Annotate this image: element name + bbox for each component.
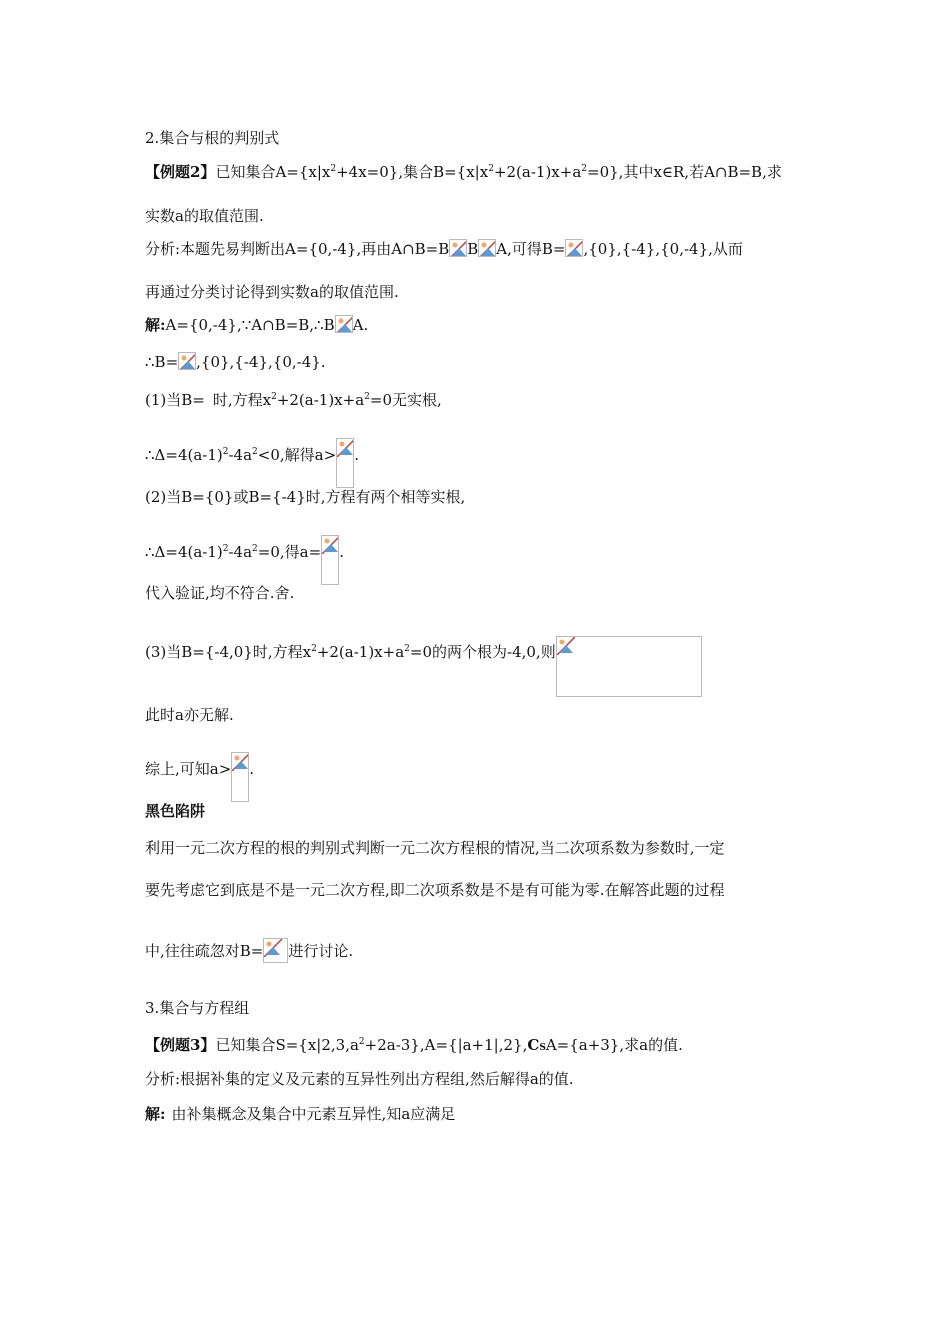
superscript: 2 — [222, 447, 229, 457]
example-2-statement — [145, 162, 782, 182]
example-2-statement-cont: 实数a的取值范围. — [145, 207, 264, 225]
case-2-verify: 代入验证,均不符合.舍. — [145, 584, 295, 602]
broken-image-icon — [263, 938, 288, 963]
trap-text-3 — [145, 938, 353, 963]
text: ∴Δ=4(a-1) — [145, 446, 223, 464]
case-3 — [145, 636, 702, 697]
text: . — [339, 543, 344, 561]
case-1-result — [145, 438, 359, 488]
text: A,可得B= — [496, 240, 566, 258]
trap-text-2: 要先考虑它到底是不是一元二次方程,即二次项系数是不是有可能为零.在解答此题的过程 — [145, 881, 725, 899]
superscript: 2 — [311, 644, 317, 654]
broken-image-icon — [336, 438, 354, 488]
text: =0的两个根为-4,0,则 — [409, 643, 556, 661]
trap-title: 黑色陷阱 — [145, 802, 206, 820]
case-2: (2)当B={0}或B={-4}时,方程有两个相等实根, — [145, 488, 466, 506]
section-3-title: 3.集合与方程组 — [145, 999, 250, 1017]
text: 已知集合S={x|2,3,a — [215, 1036, 359, 1054]
text: ∴B= — [145, 353, 179, 371]
superscript: 2 — [252, 544, 258, 554]
solution-tag: 解: — [145, 1105, 166, 1123]
missing-symbol-icon — [205, 394, 213, 408]
text: ,{0},{-4},{0,-4}. — [196, 353, 326, 371]
text: -4a — [228, 446, 253, 464]
example-2-tag: 【例题2】 — [145, 163, 216, 181]
solution-3 — [145, 1104, 455, 1124]
text: =0,得a= — [257, 543, 322, 561]
superscript: 2 — [581, 164, 588, 174]
text: 分析:本题先易判断出A={0,-4},再由A∩B=B — [145, 240, 450, 258]
complement-symbol: CS — [527, 1036, 546, 1054]
analysis-2 — [145, 239, 743, 259]
analysis-3: 分析:根据补集的定义及元素的互异性列出方程组,然后解得a的值. — [145, 1070, 574, 1088]
text: A={a+3},求a的值. — [545, 1036, 683, 1054]
text: (1)当B= — [145, 391, 205, 409]
summary-2 — [145, 752, 254, 802]
case-1 — [145, 390, 442, 410]
text: +2(a-1)x+a — [493, 163, 582, 181]
solution-tag: 解: — [145, 316, 166, 334]
superscript: 2 — [271, 392, 277, 402]
text: B — [467, 240, 479, 258]
superscript: 2 — [358, 1037, 365, 1047]
text: 时,方程x — [212, 391, 272, 409]
example-3-tag: 【例题3】 — [145, 1036, 216, 1054]
text: . — [249, 760, 255, 778]
superscript: 2 — [404, 644, 410, 654]
example-3-statement — [145, 1035, 683, 1058]
case-2-result — [145, 535, 344, 585]
text: A={0,-4},∵A∩B=B,∴B — [165, 316, 335, 334]
text: +2a-3},A={|a+1|,2}, — [364, 1036, 528, 1054]
text: 由补集概念及集合中元素互异性,知a应满足 — [171, 1105, 456, 1123]
superscript: 2 — [330, 164, 337, 174]
text: 进行讨论. — [288, 942, 354, 960]
broken-image-icon — [335, 315, 353, 333]
text: =0},其中x∈R,若A∩B=B,求 — [587, 163, 782, 181]
superscript: 2 — [488, 164, 494, 174]
text: 综上,可知a> — [145, 760, 232, 778]
broken-image-icon — [478, 239, 496, 257]
analysis-2-cont: 再通过分类讨论得到实数a的取值范围. — [145, 283, 399, 301]
text: +2(a-1)x+a — [316, 643, 405, 661]
text: <0,解得a> — [257, 446, 337, 464]
broken-image-icon — [178, 352, 196, 370]
solution-2 — [145, 315, 368, 335]
text: +2(a-1)x+a — [276, 391, 365, 409]
superscript: 2 — [222, 544, 229, 554]
superscript: 2 — [252, 447, 258, 457]
text: 中,往往疏忽对B= — [145, 942, 264, 960]
text: -4a — [228, 543, 253, 561]
broken-image-icon — [449, 239, 467, 257]
superscript: 2 — [364, 392, 370, 402]
broken-image-icon — [321, 535, 339, 585]
text: =0无实根, — [369, 391, 442, 409]
text: +4x=0},集合B={x|x — [336, 163, 489, 181]
text: (3)当B={-4,0}时,方程x — [145, 643, 312, 661]
broken-image-icon — [556, 636, 702, 697]
broken-image-icon — [565, 239, 583, 257]
trap-text-1: 利用一元二次方程的根的判别式判断一元二次方程根的情况,当二次项系数为参数时,一定 — [145, 839, 725, 857]
text: ∴Δ=4(a-1) — [145, 543, 223, 561]
section-2-title: 2.集合与根的判别式 — [145, 129, 280, 147]
case-3-end: 此时a亦无解. — [145, 706, 234, 724]
text: . — [354, 446, 359, 464]
solution-2-line — [145, 352, 326, 372]
text: 已知集合A={x|x — [215, 163, 331, 181]
text: ,{0},{-4},{0,-4},从而 — [583, 240, 743, 258]
broken-image-icon — [231, 752, 249, 802]
text: A. — [352, 316, 369, 334]
